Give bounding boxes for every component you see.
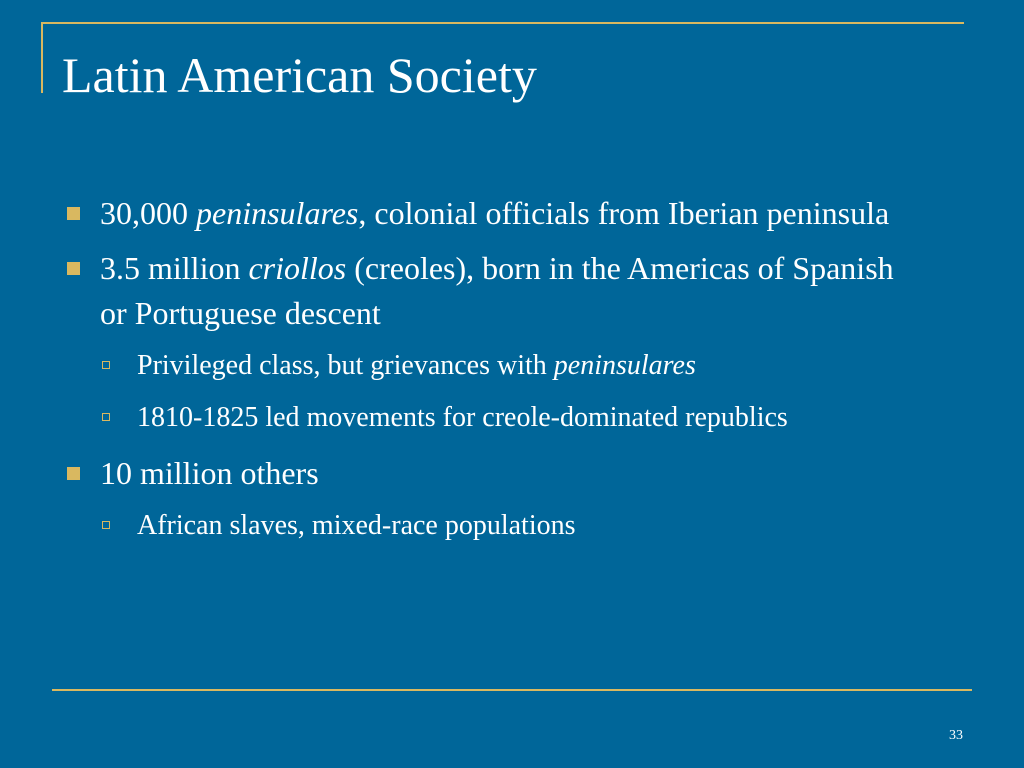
hollow-square-bullet-icon: [102, 521, 110, 529]
square-bullet-icon: [67, 467, 80, 480]
bullet-item: [62, 246, 922, 336]
bullet-text-part: (creoles), born in the Americas of Spanish or Portuguese descent: [100, 250, 894, 331]
bullet-text-part: 30,000: [100, 195, 196, 231]
square-bullet-icon: [67, 262, 80, 275]
sub-bullet-text-part: African slaves, mixed-race populations: [137, 510, 576, 541]
square-bullet-icon: [67, 207, 80, 220]
hollow-square-bullet-icon: [102, 413, 110, 421]
bullet-text-part: , colonial officials from Iberian peninsula: [358, 195, 890, 231]
hollow-square-bullet-icon: [102, 361, 110, 369]
bullet-text-part: 3.5 million: [100, 250, 249, 286]
sub-bullet-item: [100, 506, 922, 545]
slide-title: Latin American Society: [62, 47, 537, 103]
footer-divider-line: [52, 689, 972, 691]
sub-bullet-list: [100, 346, 922, 437]
bullet-item: [62, 191, 922, 236]
bullet-text-part: 10 million others: [100, 455, 319, 491]
sub-bullet-item: [100, 346, 922, 385]
title-frame-left-line: [41, 22, 43, 93]
title-frame-top-line: [41, 22, 964, 24]
bullet-item: [62, 451, 922, 496]
sub-bullet-text-part: 1810-1825 led movements for creole-dominated republics: [137, 402, 788, 433]
bullet-text-part: peninsulares: [196, 195, 359, 231]
bullet-text-part: criollos: [248, 250, 347, 286]
page-number: 33: [949, 728, 963, 743]
sub-bullet-text-part: Privileged class, but grievances with: [137, 350, 554, 381]
slide-content: [62, 191, 922, 558]
sub-bullet-text-part: peninsulares: [553, 350, 696, 381]
sub-bullet-item: [100, 398, 922, 437]
sub-bullet-list: [100, 506, 922, 545]
